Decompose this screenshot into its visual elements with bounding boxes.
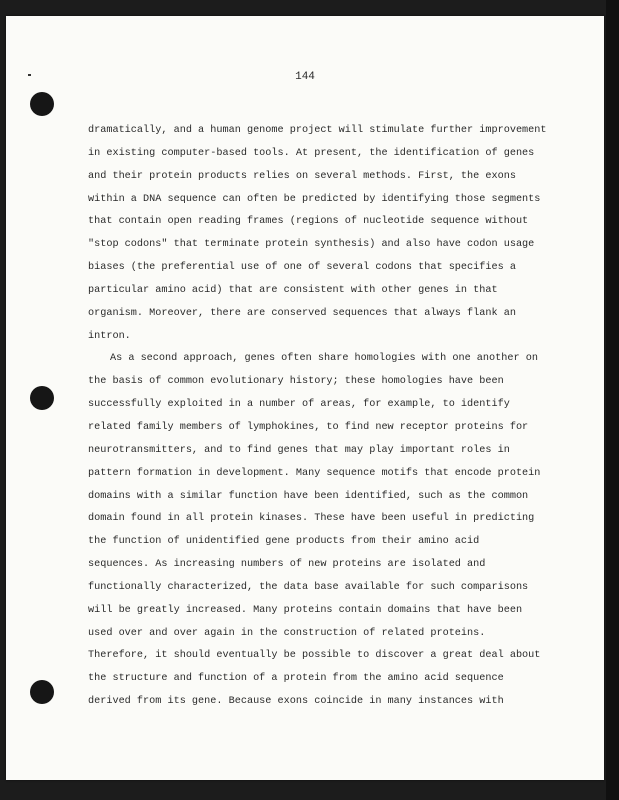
text-line: will be greatly increased. Many proteins contain domains that have been [88, 604, 523, 616]
text-line: functionally characterized, the data base available for such comparisons [88, 581, 529, 593]
text-line: neurotransmitters, and to find genes that may play important roles in [88, 444, 510, 456]
text-line: organism. Moreover, there are conserved sequences that always flank an [88, 307, 516, 319]
text-line: related family members of lymphokines, to find new receptor proteins for [88, 421, 529, 433]
text-line: particular amino acid) that are consistent with other genes in that [88, 284, 498, 296]
text-line: dramatically, and a human genome project will stimulate further improvement [88, 125, 547, 136]
punch-hole-bottom [30, 680, 54, 704]
text-line: intron. [88, 330, 131, 342]
text-line: domains with a similar function have been identified, such as the common [88, 490, 529, 502]
text-line: and their protein products relies on several methods. First, the exons [88, 170, 516, 182]
text-line: Therefore, it should eventually be possible to discover a great deal about [88, 650, 541, 662]
text-line: derived from its gene. Because exons coincide in many instances with [88, 696, 504, 708]
text-line: domain found in all protein kinases. These have been useful in predicting [88, 513, 535, 525]
punch-hole-top [30, 92, 54, 116]
text-line: that contain open reading frames (regions of nucleotide sequence without [88, 216, 529, 228]
page-number: 144 [295, 71, 315, 83]
text-line: sequences. As increasing numbers of new proteins are isolated and [88, 559, 486, 571]
punch-hole-middle [30, 386, 54, 410]
text-line: pattern formation in development. Many sequence motifs that encode protein [88, 467, 541, 479]
body-text [88, 120, 548, 714]
paper-page [6, 16, 604, 780]
text-line: used over and over again in the construction of related proteins. [88, 627, 486, 639]
text-line: within a DNA sequence can often be predicted by identifying those segments [88, 193, 541, 205]
text-line: successfully exploited in a number of areas, for example, to identify [88, 399, 510, 411]
text-line: biases (the preferential use of one of several codons that specifies a [88, 262, 516, 274]
scan-edge [606, 0, 619, 800]
text-line: the function of unidentified gene products from their amino acid [88, 536, 480, 548]
text-line: the structure and function of a protein from the amino acid sequence [88, 673, 504, 685]
text-line: "stop codons" that terminate protein synthesis) and also have codon usage [88, 239, 535, 251]
text-line: the basis of common evolutionary history; these homologies have been [88, 376, 504, 388]
text-line: As a second approach, genes often share homologies with one another on [110, 353, 538, 365]
text-line: in existing computer-based tools. At present, the identification of genes [88, 147, 535, 159]
